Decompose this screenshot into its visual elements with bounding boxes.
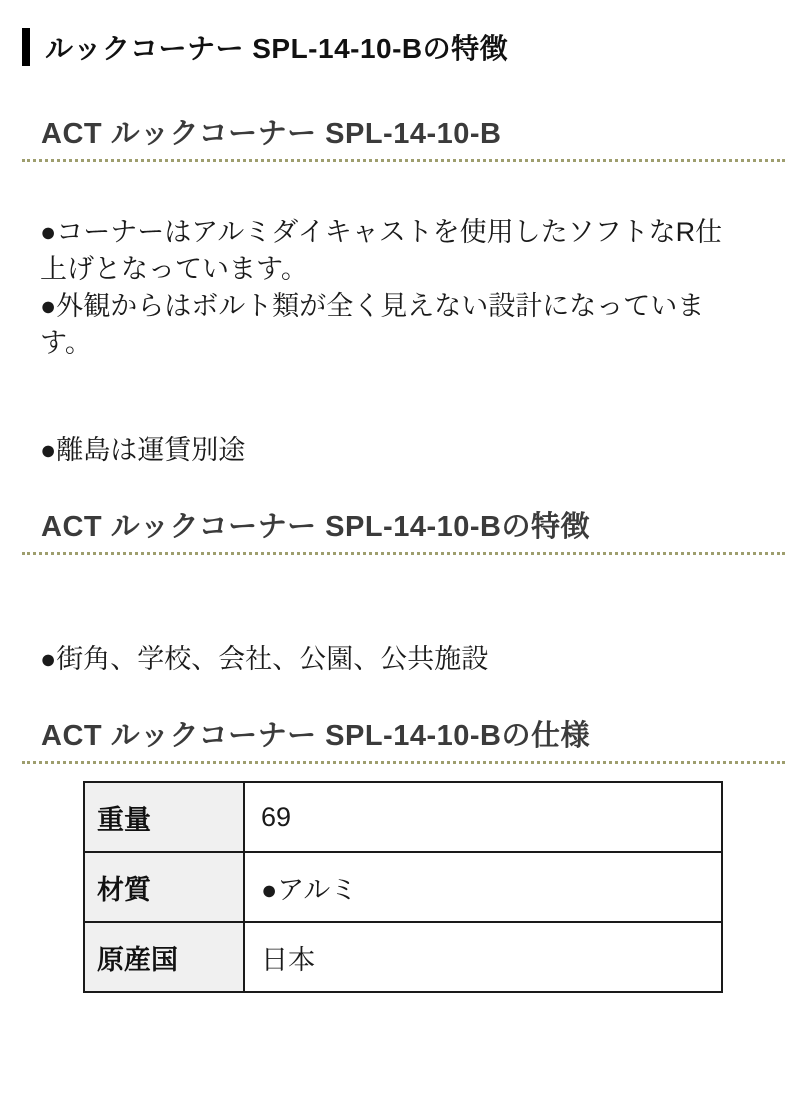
spec-table xyxy=(83,781,723,993)
spec-row-label: 材質 xyxy=(84,852,244,922)
spec-row-value: 69 xyxy=(244,782,722,852)
table-row xyxy=(84,782,722,852)
page-content xyxy=(0,26,807,993)
section-heading-specs: ACT ルックコーナー SPL-14-10-Bの仕様 xyxy=(41,720,590,752)
section-heading-features: ACT ルックコーナー SPL-14-10-Bの特徴 xyxy=(41,511,590,543)
usage-paragraph: ●街角、学校、会社、公園、公共施設 xyxy=(40,644,489,674)
spec-row-label: 重量 xyxy=(84,782,244,852)
spec-row-label: 原産国 xyxy=(84,922,244,992)
spec-row-value: 日本 xyxy=(244,922,722,992)
feature-paragraph: ●コーナーはアルミダイキャストを使用したソフトなR仕上げとなっています。 xyxy=(40,217,723,284)
section-divider xyxy=(22,159,785,162)
section-heading-overview: ACT ルックコーナー SPL-14-10-B xyxy=(41,118,502,150)
table-row xyxy=(84,852,722,922)
title-accent-bar xyxy=(22,28,30,66)
spec-row-value: ●アルミ xyxy=(244,852,722,922)
document-title: ルックコーナー SPL-14-10-Bの特徴 xyxy=(45,33,509,64)
document-title-row xyxy=(22,26,785,68)
section-divider xyxy=(22,761,785,764)
feature-paragraph: ●外観からはボルト類が全く見えない設計になっています。 xyxy=(40,291,705,358)
shipping-note: ●離島は運賃別途 xyxy=(40,435,246,465)
table-row xyxy=(84,922,722,992)
feature-paragraphs xyxy=(22,214,785,362)
section-divider xyxy=(22,552,785,555)
